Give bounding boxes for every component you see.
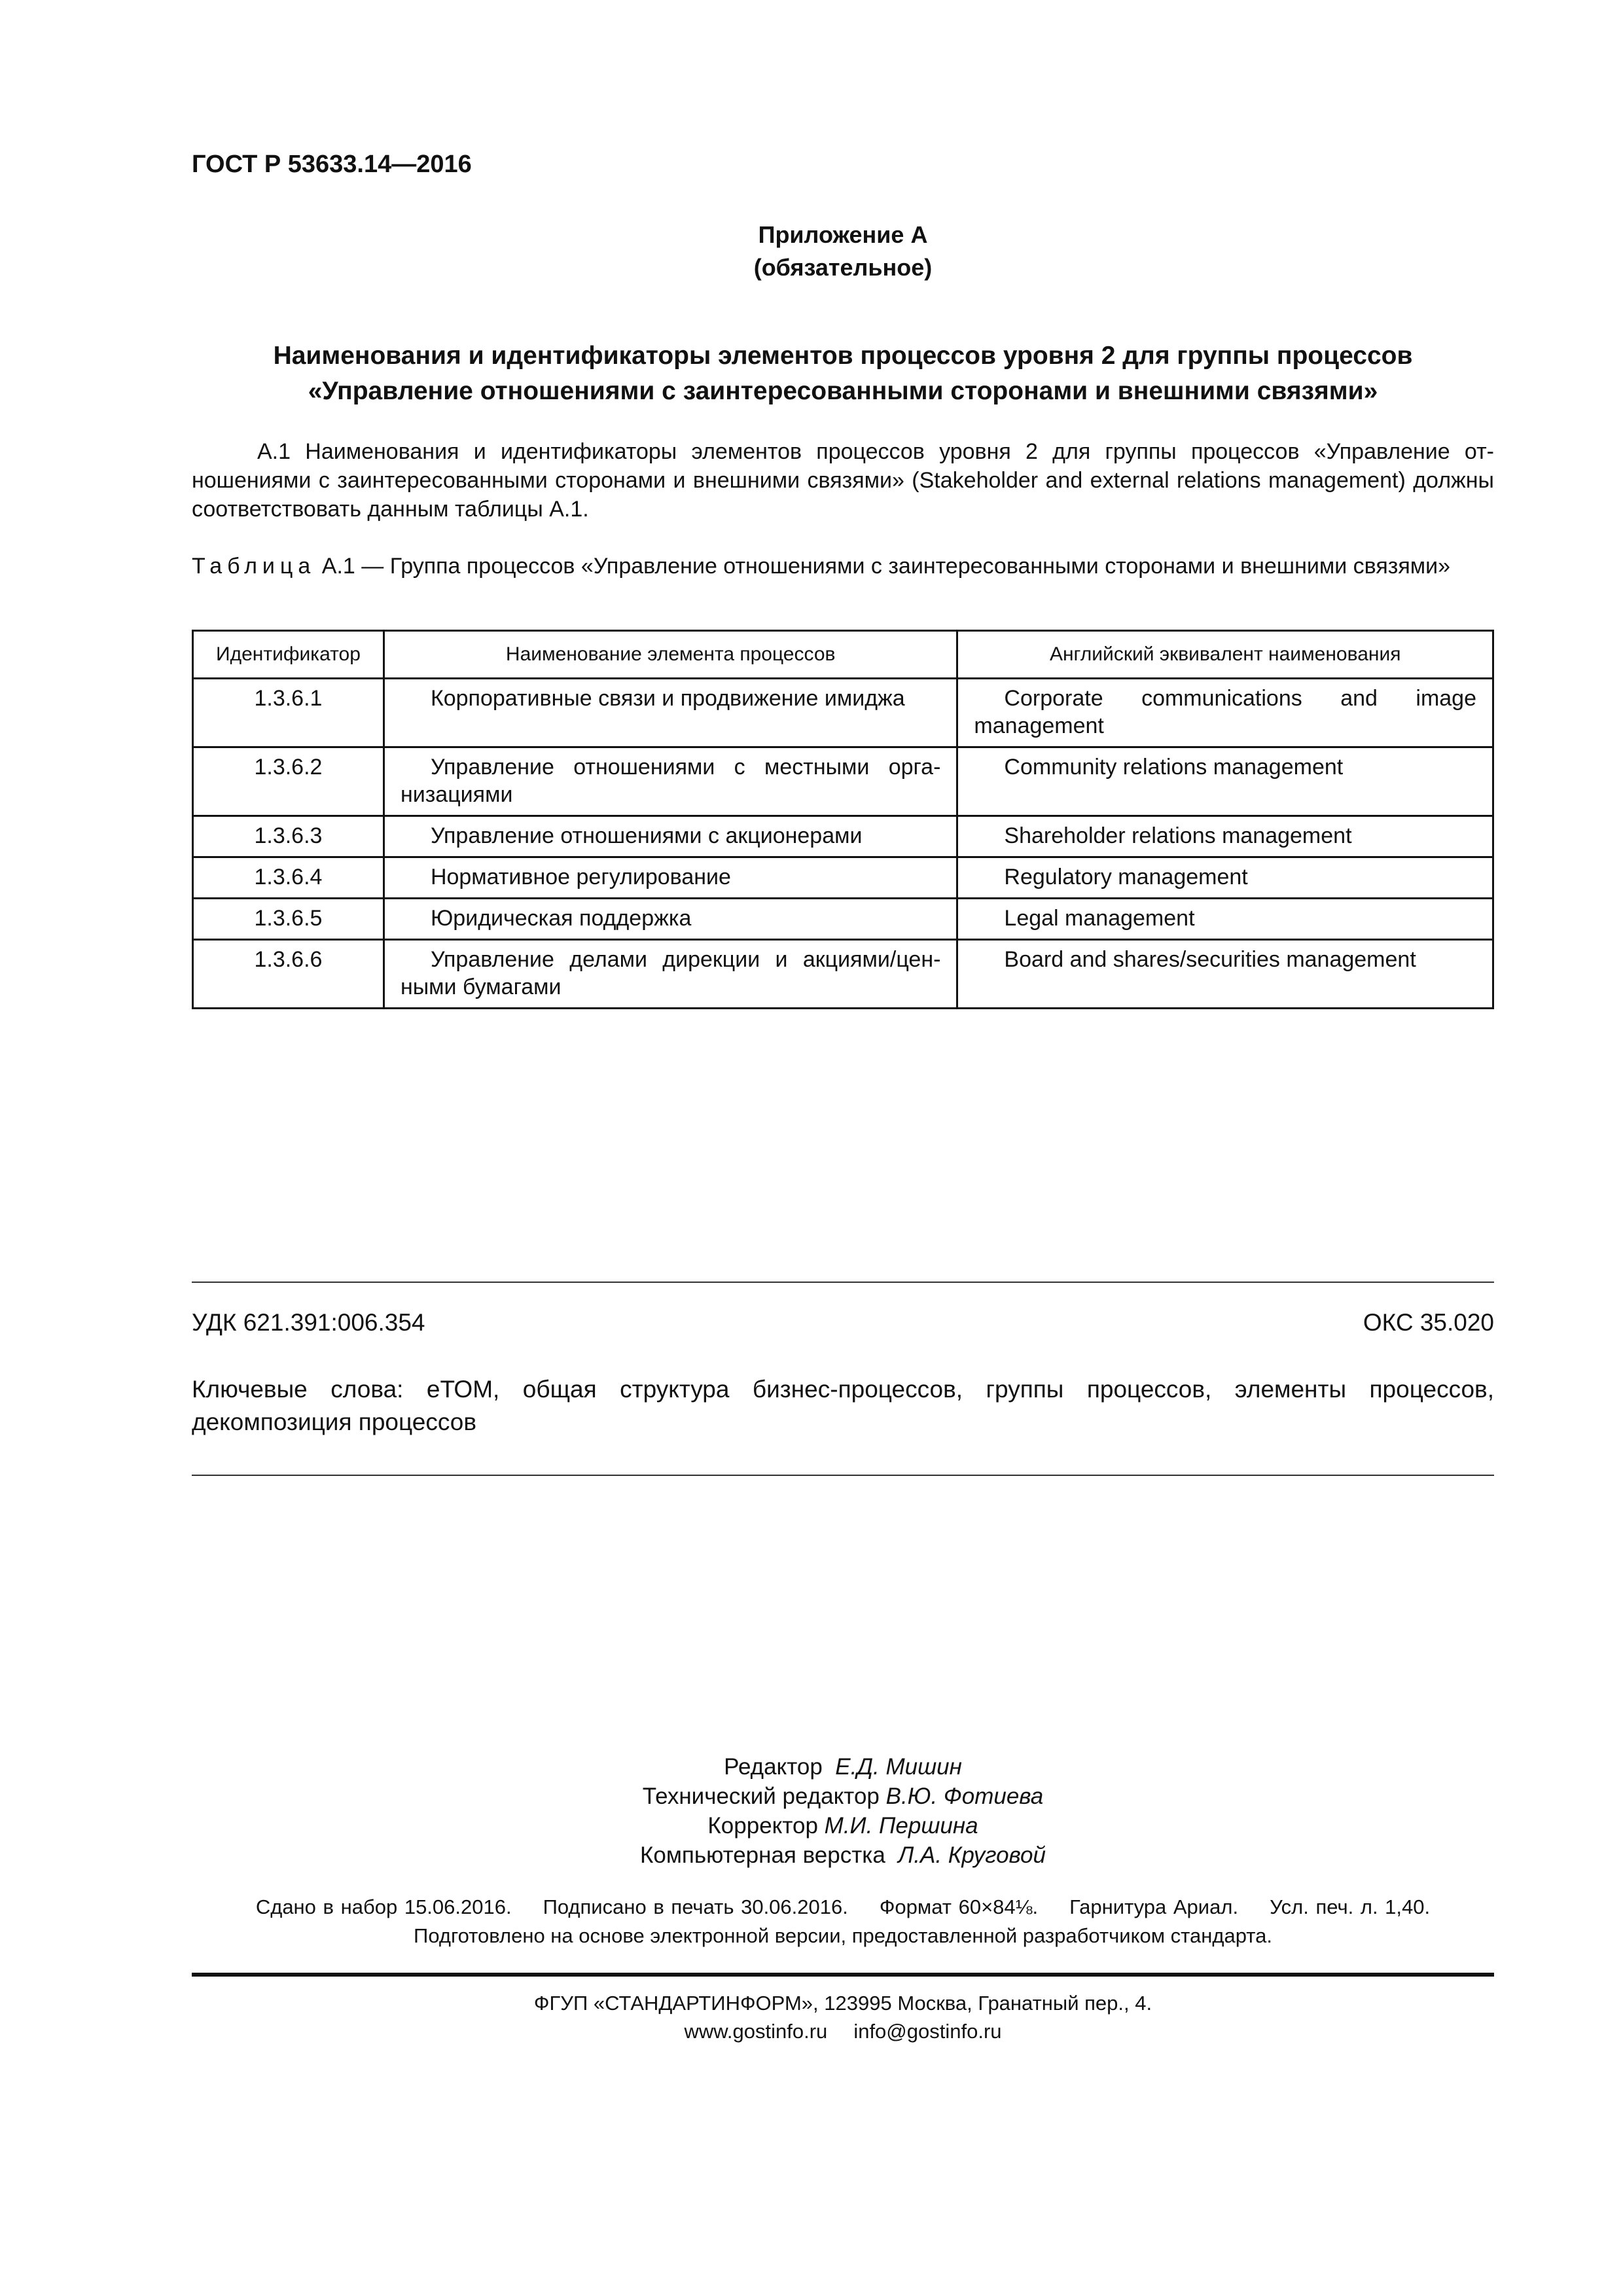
divider-keywords — [192, 1475, 1494, 1476]
imprint-sheets: Усл. печ. л. 1,40. — [1270, 1895, 1431, 1918]
row-identifier: 1.3.6.5 — [193, 899, 384, 940]
publisher-contacts — [192, 2020, 1494, 2043]
imprint-signed: Подписано в печать 30.06.2016. — [543, 1895, 848, 1918]
table-header-row — [193, 631, 1493, 679]
publisher-name: ФГУП «СТАНДАРТИНФОРМ», 123995 Москва, Гранатный пер., 4. — [533, 1992, 1152, 2015]
table-row — [193, 899, 1493, 940]
oks-code: ОКС 35.020 — [1363, 1309, 1494, 1336]
credit-technical-editor — [192, 1784, 1494, 1810]
divider-top — [192, 1282, 1494, 1283]
section-heading-line2: «Управление отношениями с заинтересованными сторонами и внешними связями» — [308, 377, 1378, 405]
row-english-name: Board and shares/securities management — [957, 940, 1493, 1009]
divider-publisher — [192, 1973, 1494, 1977]
credit-person: Е.Д. Мишин — [835, 1754, 962, 1780]
udk-code: УДК 621.391:006.354 — [192, 1309, 425, 1336]
row-element-name: Управление отношениями с местными орга-низациями — [383, 747, 957, 816]
table-caption — [192, 552, 1494, 581]
credit-role: Корректор — [707, 1813, 818, 1839]
imprint-format: Формат 60×84⅛. — [879, 1895, 1039, 1918]
row-english-name: Shareholder relations management — [957, 816, 1493, 857]
publisher-email-link[interactable]: info@gostinfo.ru — [853, 2020, 1002, 2043]
table-row — [193, 940, 1493, 1009]
imprint-typeset: Сдано в набор 15.06.2016. — [255, 1895, 512, 1918]
table-caption-text: А.1 — Группа процессов «Управление отношениями с заинтересованными сторонами и внешними связями» — [321, 554, 1451, 579]
imprint-prepared: Подготовлено на основе электронной версии, предоставленной разработчиком стандарта. — [414, 1924, 1272, 1947]
publisher-website-link[interactable]: www.gostinfo.ru — [684, 2020, 828, 2043]
row-identifier: 1.3.6.2 — [193, 747, 384, 816]
table-caption-prefix: Таблица — [192, 554, 316, 579]
row-element-name: Юридическая поддержка — [383, 899, 957, 940]
row-identifier: 1.3.6.3 — [193, 816, 384, 857]
table-row — [193, 857, 1493, 899]
row-identifier: 1.3.6.6 — [193, 940, 384, 1009]
row-element-name: Нормативное регулирование — [383, 857, 957, 899]
row-element-name: Корпоративные связи и продвижение имиджа — [383, 679, 957, 747]
credit-editor — [192, 1754, 1494, 1780]
credit-role: Технический редактор — [642, 1784, 880, 1809]
credit-role: Редактор — [724, 1754, 823, 1780]
row-identifier: 1.3.6.1 — [193, 679, 384, 747]
header-english-equivalent: Английский эквивалент наименования — [957, 631, 1493, 679]
keywords: Ключевые слова: еТОМ, общая структура бизнес-процессов, группы процессов, элементы процессов, декомпозиция процессов — [192, 1376, 1494, 1435]
row-english-name: Corporate communications and image management — [957, 679, 1493, 747]
credit-person: Л.А. Круговой — [898, 1842, 1046, 1868]
intro-paragraph: А.1 Наименования и идентификаторы элементов процессов уровня 2 для группы процессов «Управление от-ношениями с заинтересованными сторонами и внешними связями» (Stakeholder and external relations management) должны соответствовать данным таблицы А.1. — [192, 439, 1494, 522]
credit-role: Компьютерная верстка — [639, 1842, 885, 1868]
row-english-name: Legal management — [957, 899, 1493, 940]
imprint-typeface: Гарнитура Ариал. — [1069, 1895, 1239, 1918]
header-identifier: Идентификатор — [193, 631, 384, 679]
row-identifier: 1.3.6.4 — [193, 857, 384, 899]
credit-layout — [192, 1842, 1494, 1869]
credit-person: М.И. Першина — [824, 1813, 978, 1839]
table-row — [193, 816, 1493, 857]
process-elements-table — [192, 630, 1494, 1009]
section-heading-line1: Наименования и идентификаторы элементов процессов уровня 2 для группы процессов — [273, 342, 1413, 370]
document-code: ГОСТ Р 53633.14—2016 — [192, 151, 472, 178]
row-element-name: Управление делами дирекции и акциями/цен-ными бумагами — [383, 940, 957, 1009]
row-english-name: Regulatory management — [957, 857, 1493, 899]
table-row — [193, 679, 1493, 747]
annex-status: (обязательное) — [753, 254, 933, 281]
imprint-line — [192, 1895, 1494, 1919]
row-element-name: Управление отношениями с акционерами — [383, 816, 957, 857]
table-row — [193, 747, 1493, 816]
row-english-name: Community relations management — [957, 747, 1493, 816]
credit-person: В.Ю. Фотиева — [885, 1784, 1044, 1809]
annex-title: Приложение А — [758, 221, 928, 248]
header-element-name: Наименование элемента процессов — [383, 631, 957, 679]
credit-proofreader — [192, 1813, 1494, 1839]
